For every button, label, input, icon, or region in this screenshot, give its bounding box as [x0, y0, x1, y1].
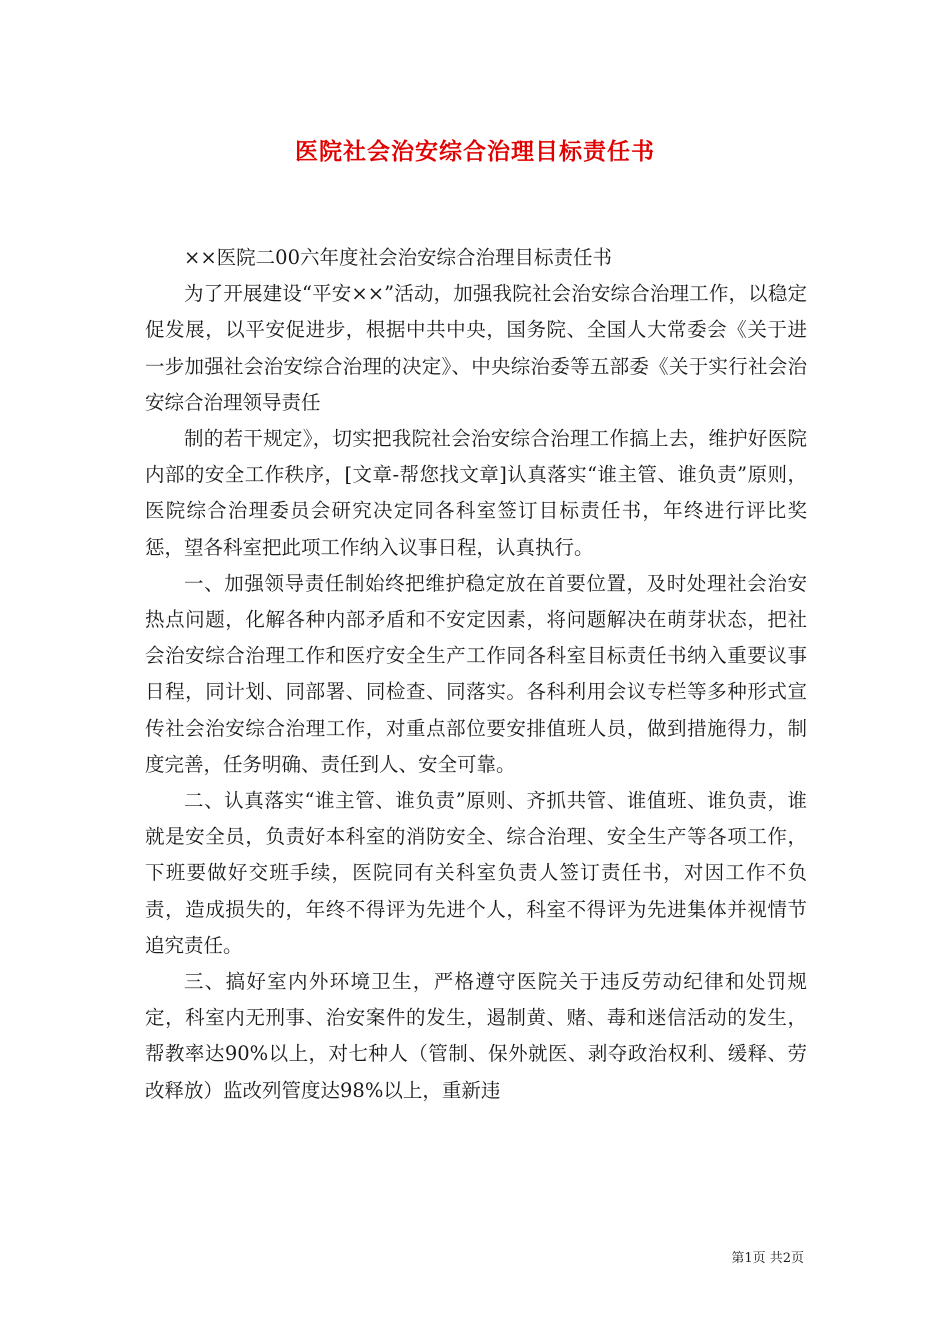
paragraph-subtitle: ××医院二00六年度社会治安综合治理目标责任书	[184, 246, 612, 269]
paragraph-section-3: 三、搞好室内外环境卫生，严格遵守医院关于违反劳动纪律和处罚规定，科室内无刑事、治安案件的发生，遏制黄、赌、毒和迷信活动的发生，帮教率达90%以上，对七种人（管制、保外就医、剥夺政治权利、缓释、劳改释放）监改列管度达98%以上，重新违	[145, 970, 807, 1102]
paragraph-intro-continued: 制的若干规定》，切实把我院社会治安综合治理工作搞上去，维护好医院内部的安全工作秩序，[文章-帮您找文章]认真落实“谁主管、谁负责”原则，医院综合治理委员会研究决定同各科室签订目标责任书，年终进行评比奖惩，望各科室把此项工作纳入议事日程，认真执行。	[145, 427, 807, 559]
page-number-footer: 第1页 共2页	[731, 1251, 804, 1266]
paragraph-intro: 为了开展建设“平安××”活动，加强我院社会治安综合治理工作，以稳定促发展，以平安促进步，根据中共中央，国务院、全国人大常委会《关于进一步加强社会治安综合治理的决定》、中央综治委等五部委《关于实行社会治安综合治理领导责任	[145, 282, 807, 414]
paragraph-section-2: 二、认真落实“谁主管、谁负责”原则、齐抓共管、谁值班、谁负责，谁就是安全员，负责好本科室的消防安全、综合治理、安全生产等各项工作，下班要做好交班手续，医院同有关科室负责人签订责任书，对因工作不负责，造成损失的，年终不得评为先进个人，科室不得评为先进集体并视情节追究责任。	[145, 789, 807, 957]
document-body	[145, 240, 807, 1109]
paragraph-section-1: 一、加强领导责任制始终把维护稳定放在首要位置，及时处理社会治安热点问题，化解各种内部矛盾和不安定因素，将问题解决在萌芽状态，把社会治安综合治理工作和医疗安全生产工作同各科室目标责任书纳入重要议事日程，同计划、同部署、同检查、同落实。各科利用会议专栏等多种形式宣传社会治安综合治理工作，对重点部位要安排值班人员，做到措施得力，制度完善，任务明确、责任到人、安全可靠。	[145, 571, 807, 776]
document-title: 医院社会治安综合治理目标责任书	[295, 138, 655, 165]
